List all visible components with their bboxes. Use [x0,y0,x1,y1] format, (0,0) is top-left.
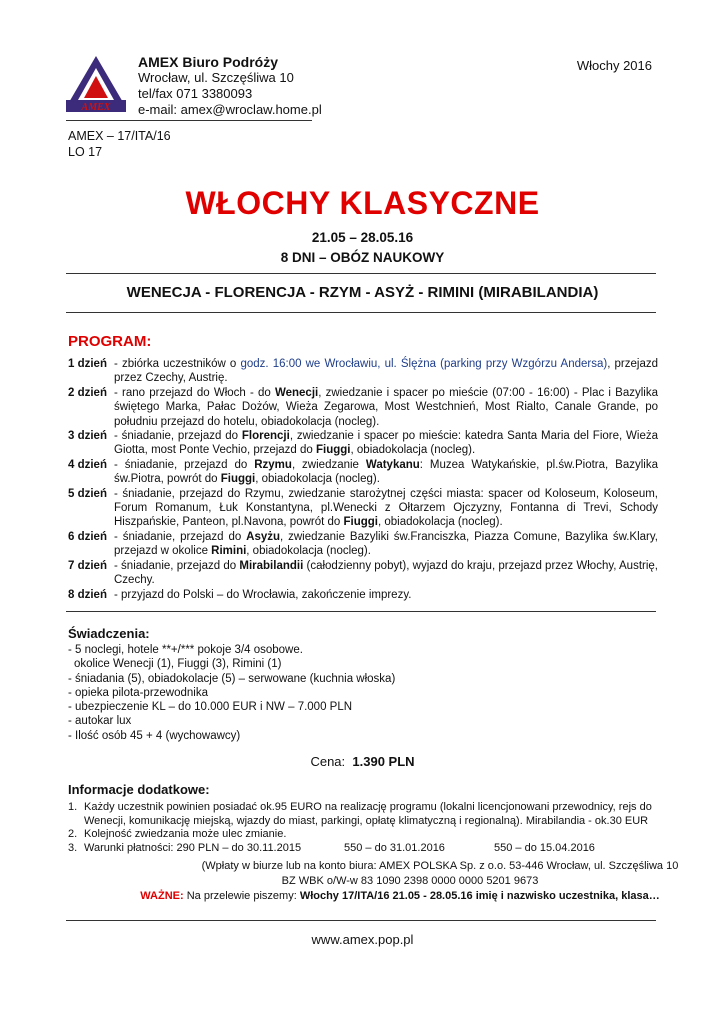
trip-dates-block [0,228,725,268]
services-item: - ubezpieczenie KL – do 10.000 EUR i NW – 7.000 PLN [68,701,353,714]
important-note: WAŻNE: Na przelewie piszemy: Włochy 17/ITA/16 21.05 - 28.05.16 imię i nazwisko uczestnika, klasa… [140,890,660,902]
info-item: 3. Warunki płatności: 290 PLN – do 30.11.2015 550 – do 31.01.2016 550 – do 15.04.2016 [68,841,595,854]
price-value: 1.390 PLN [352,754,415,769]
day-description: - śniadanie, przejazd do Rzymu, zwiedzanie starożytnej części miasta: spacer od Koloseum, Koloseum, Forum Romanum, Łuk Konstantyna, pl.Wenecki z Ołtarzem Ojczyzny, Fontanna di Trevi, Schody Hiszpańskie, Panteon, pl.Navona, powrót do Fiuggi, obiadokolacja (nocleg). [114,487,658,529]
program-day [68,588,658,602]
day-description: - śniadanie, przejazd do Rzymu, zwiedzanie Watykanu: Muzea Watykańskie, pl.św.Piotra, Bazylika św.Piotra, powrót do Fiuggi, obiadokolacja (nocleg). [114,458,658,486]
route-bottom-divider [66,312,656,313]
trip-subtitle: 8 DNI – OBÓZ NAUKOWY [280,250,445,265]
day-description: - zbiórka uczestników o godz. 16:00 we Wrocławiu, ul. Ślężna (parking przy Wzgórzu Andersa), przejazd przez Czechy, Austrię. [114,358,659,385]
day-description: - rano przejazd do Włoch - do Wenecji, zwiedzanie i spacer po mieście (07:00 - 16:00) - Plac i Bazylika świętego Marka, Pałac Dożów, Wieża Zegarowa, Most Westchnień, Most Rialto, Canale Grande, po południu przejazd do hotelu, obiadokolacja (nocleg). [114,386,658,428]
page-title: WŁOCHY KLASYCZNE [185,185,540,221]
payment-term-3: 550 – do 15.04.2016 [494,841,595,854]
company-block [138,54,322,118]
program-day [68,487,658,530]
company-phone: tel/fax 071 3380093 [138,86,253,101]
day-label: 6 dzień [68,530,107,543]
day-description: - śniadanie, przejazd do Florencji, zwiedzanie i spacer po mieście: katedra Santa Maria del Fiore, Wieża Giotta, most Ponte Vechio, przejazd do Fiuggi, obiadokolacja (nocleg). [114,430,658,457]
day-description: - śniadanie, przejazd do Asyżu, zwiedzanie Bazyliki św.Franciszka, Piazza Comune, Bazylika św.Klary, przejazd w okolice Rimini, obiadokolacja (nocleg). [114,530,658,558]
program-day [68,530,658,559]
bank-line-2: BZ WBK o/W-w 83 1090 2398 0000 0000 5201 9673 [281,875,539,887]
important-label: WAŻNE: [140,890,184,902]
program-list [68,357,658,602]
services-item: - autokar lux [68,715,132,728]
price-line [0,754,725,769]
program-day [68,458,658,487]
program-day [68,559,658,588]
payment-term-1: Warunki płatności: 290 PLN – do 30.11.2015 [84,841,302,854]
program-day [68,357,658,386]
transfer-title: Włochy 17/ITA/16 21.05 - 28.05.16 imię i nazwisko uczestnika, klasa… [299,890,660,902]
day-description: - przyjazd do Polski – do Wrocławia, zakończenie imprezy. [114,588,412,601]
amex-logo-graphic [66,54,126,114]
trip-route: WENECJA - FLORENCJA - RZYM - ASYŻ - RIMINI (MIRABILANDIA) [126,284,599,301]
services-item: - Ilość osób 45 + 4 (wychowawcy) [68,729,241,742]
program-heading: PROGRAM: [68,333,152,350]
footer-website[interactable]: www.amex.pop.pl [311,932,414,947]
day-label: 7 dzień [68,559,107,572]
services-item: - 5 noclegi, hotele **+/*** pokoje 3/4 osobowe. [68,644,303,656]
services-item: - śniadania (5), obiadokolacje (5) – serwowane (kuchnia włoska) [68,672,396,685]
school-code: LO 17 [68,145,103,159]
company-address: Wrocław, ul. Szczęśliwa 10 [138,70,294,85]
bank-details [100,859,700,904]
price-label: Cena: [310,754,346,769]
reference-codes [68,128,171,160]
payment-term-2: 550 – do 31.01.2016 [344,841,445,854]
day-label: 2 dzień [68,386,107,399]
day-description: - śniadanie, przejazd do Mirabilandii (całodzienny pobyt), wyjazd do kraju, przejazd przez Włochy, Austrię, Czechy. [114,559,658,587]
bank-line-1: (Wpłaty w biurze lub na konto biura: AMEX POLSKA Sp. z o.o. 53-446 Wrocław, ul. Szczęśliwa 10 [201,860,679,872]
info-item: 1. Każdy uczestnik powinien posiadać ok.95 EURO na realizację programu (lokalni licencjonowani przewodnicy, rejs do Wenecji, komunikację miejską, wjazdy do miast, parkingi, opłatę klimatyczną i regionalną). Mirabilandia - ok.30 EUR [68,801,652,827]
program-divider [66,611,656,612]
svg-text:AMEX: AMEX [81,102,111,113]
footer-divider [66,920,656,921]
day-label: 3 dzień [68,430,107,443]
program-day [68,386,658,429]
trip-code: AMEX – 17/ITA/16 [68,129,171,143]
route-top-divider [66,273,656,274]
services-item: okolice Wenecji (1), Fiuggi (3), Rimini (1) [74,658,282,671]
header-year-tag: Włochy 2016 [576,58,652,73]
day-label: 4 dzień [68,458,107,471]
services-list [68,643,395,743]
company-name: AMEX Biuro Podróży [138,54,279,70]
services-heading: Świadczenia: [68,626,150,641]
additional-info-list [68,801,658,855]
program-day [68,429,658,458]
info-item: 2. Kolejność zwiedzania może ulec zmianie. [68,828,287,841]
additional-info-heading: Informacje dodatkowe: [68,782,210,797]
services-item: - opieka pilota-przewodnika [68,686,208,699]
amex-logo [66,54,126,114]
day-label: 8 dzień [68,588,107,601]
trip-dates: 21.05 – 28.05.16 [311,230,414,245]
header-divider [66,120,312,121]
day-label: 1 dzień [68,358,107,370]
day-label: 5 dzień [68,487,107,500]
company-email: e-mail: amex@wroclaw.home.pl [138,102,322,117]
